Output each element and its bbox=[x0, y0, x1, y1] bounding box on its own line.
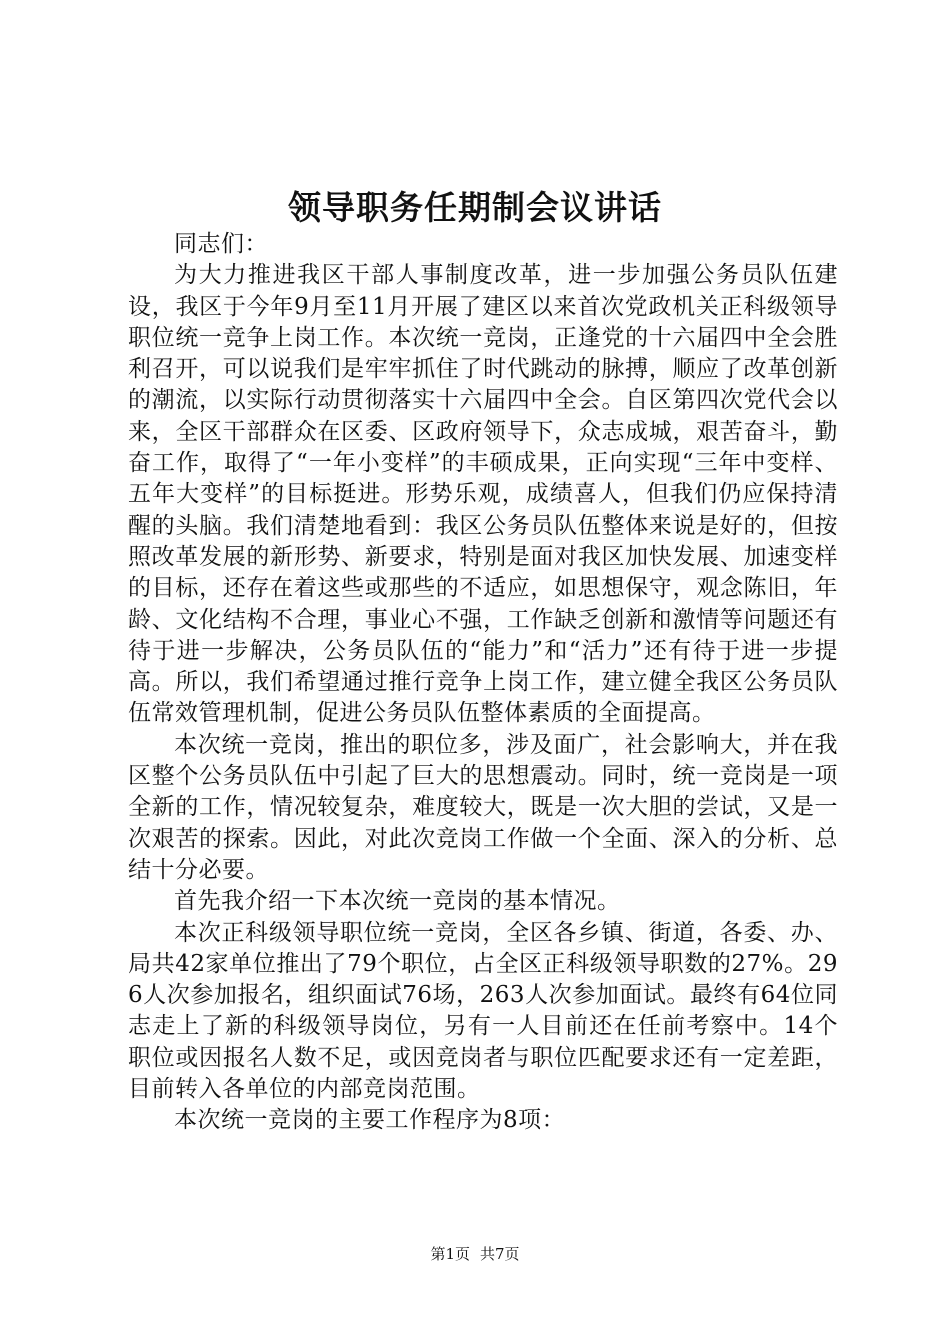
body-paragraph: 本次统一竞岗，推出的职位多，涉及面广，社会影响大，并在我区整个公务员队伍中引起了巨大的思想震动。同时，统一竞岗是一项全新的工作，情况较复杂，难度较大，既是一次大胆的尝试，又是一次艰苦的探索。因此，对此次竞岗工作做一个全面、深入的分析、总结十分必要。 bbox=[128, 731, 838, 883]
page-total: 共7页 bbox=[480, 1245, 520, 1263]
document-title: 领导职务任期制会议讲话 bbox=[288, 188, 662, 227]
body-paragraph: 为大力推进我区干部人事制度改革，进一步加强公务员队伍建设，我区于今年9月至11月开展了建区以来首次党政机关正科级领导职位统一竞争上岗工作。本次统一竞岗，正逢党的十六届四中全会胜利召开，可以说我们是牢牢抓住了时代跳动的脉搏，顺应了改革创新的潮流，以实际行动贯彻落实十六届四中全会。自区第四次党代会以来，全区干部群众在区委、区政府领导下，众志成城，艰苦奋斗，勤奋工作，取得了“一年小变样”的丰硕成果，正向实现“三年中变样、五年大变样”的目标挺进。形势乐观，成绩喜人，但我们仍应保持清醒的头脑。我们清楚地看到：我区公务员队伍整体来说是好的，但按照改革发展的新形势、新要求，特别是面对我区加快发展、加速变样的目标，还存在着这些或那些的不适应，如思想保守，观念陈旧，年龄、文化结构不合理，事业心不强，工作缺乏创新和激情等问题还有待于进一步解决，公务员队伍的“能力”和“活力”还有待于进一步提高。所以，我们希望通过推行竞争上岗工作，建立健全我区公务员队伍常效管理机制，促进公务员队伍整体素质的全面提高。 bbox=[128, 262, 838, 727]
body-paragraph: 本次正科级领导职位统一竞岗，全区各乡镇、街道，各委、办、局共42家单位推出了79个职位，占全区正科级领导职数的27%。296人次参加报名，组织面试76场，263人次参加面试。最终有64位同志走上了新的科级领导岗位，另有一人目前还在任前考察中。14个职位或因报名人数不足，或因竞岗者与职位匹配要求还有一定差距，目前转入各单位的内部竞岗范围。 bbox=[128, 919, 838, 1103]
salutation-paragraph: 同志们： bbox=[174, 231, 268, 257]
document-body bbox=[128, 229, 838, 1137]
page-footer bbox=[0, 1243, 950, 1265]
page-number: 第1页 bbox=[430, 1245, 470, 1263]
body-paragraph: 首先我介绍一下本次统一竞岗的基本情况。 bbox=[174, 888, 621, 915]
body-paragraph: 本次统一竞岗的主要工作程序为8项： bbox=[174, 1107, 566, 1134]
